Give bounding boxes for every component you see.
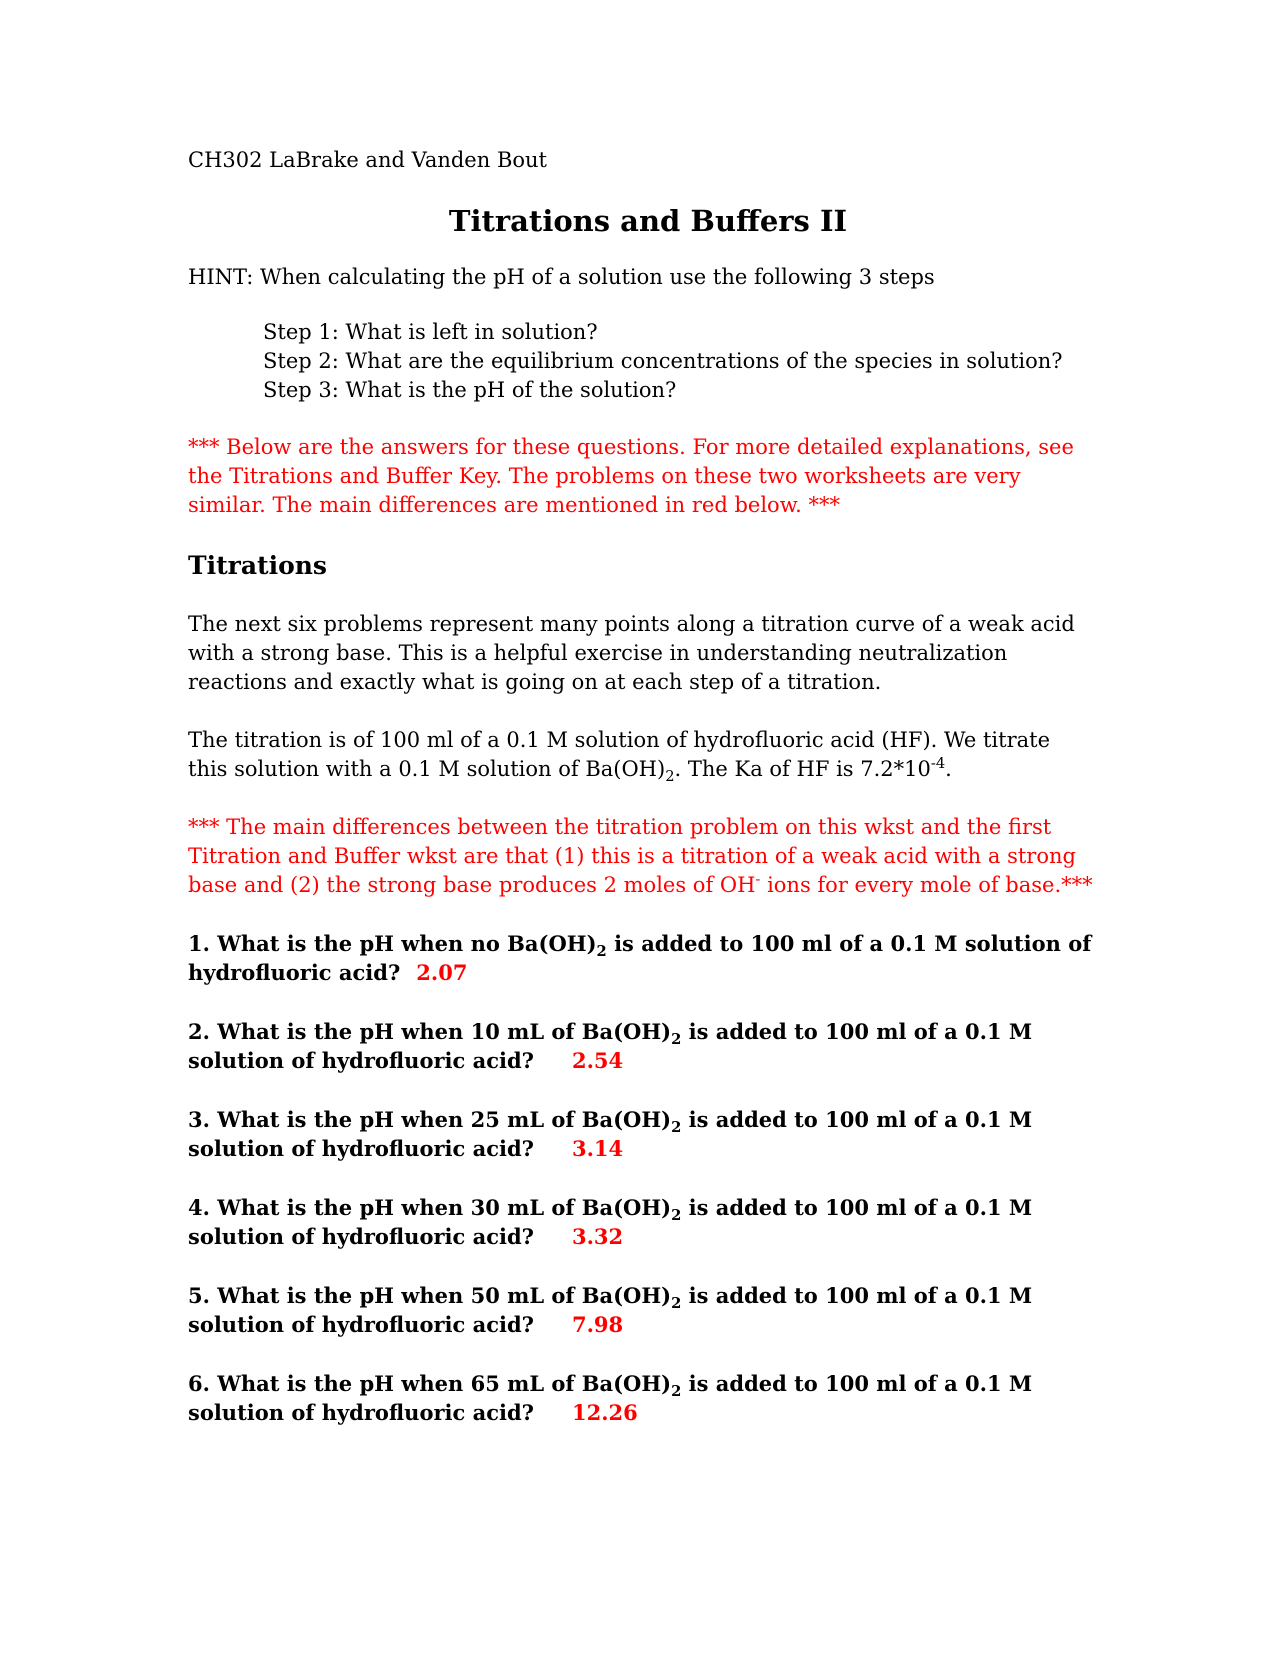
question-4-answer: 3.32 <box>571 1224 624 1249</box>
differences-note-superscript: - <box>755 871 761 888</box>
question-1-answer: 2.07 <box>416 960 468 985</box>
question-4-subscript: 2 <box>671 1207 682 1225</box>
question-1-text-c: hydrofluoric acid? <box>188 960 401 985</box>
intro-line-2: with a strong base. This is a helpful exercise in understanding neutralization <box>188 641 1008 665</box>
page-title: Titrations and Buffers II <box>448 204 848 238</box>
question-3-text-c: solution of hydrofluoric acid? <box>188 1136 534 1161</box>
question-2-line-1 <box>188 1017 1108 1049</box>
answers-note-line-2: the Titrations and Buffer Key. The problems on these two worksheets are very <box>188 464 1021 488</box>
question-5 <box>188 1281 1108 1339</box>
question-6-text-b: is added to 100 ml of a 0.1 M <box>681 1371 1033 1396</box>
question-4-line-2 <box>188 1222 1108 1251</box>
setup-paragraph <box>188 726 1108 784</box>
answers-note-line-1: *** Below are the answers for these questions. For more detailed explanations, see <box>188 435 1074 459</box>
question-2-answer: 2.54 <box>571 1048 624 1073</box>
question-6-line-1 <box>188 1369 1108 1401</box>
question-1-text-b: is added to 100 ml of a 0.1 M solution of <box>606 931 1092 956</box>
question-2 <box>188 1017 1108 1075</box>
setup-line-1: The titration is of 100 ml of a 0.1 M solution of hydrofluoric acid (HF). We titrate <box>188 728 1051 752</box>
question-3-line-2 <box>188 1134 1108 1163</box>
setup-line-2-a: this solution with a 0.1 M solution of Ba(OH) <box>188 757 666 781</box>
question-2-line-2 <box>188 1046 1108 1075</box>
question-3 <box>188 1105 1108 1163</box>
question-4-text-b: is added to 100 ml of a 0.1 M <box>681 1195 1033 1220</box>
question-4-line-1 <box>188 1193 1108 1225</box>
question-2-subscript: 2 <box>671 1031 682 1049</box>
question-6-subscript: 2 <box>671 1383 682 1401</box>
question-5-line-2 <box>188 1310 1108 1339</box>
question-5-text-b: is added to 100 ml of a 0.1 M <box>681 1283 1033 1308</box>
question-3-subscript: 2 <box>671 1119 682 1137</box>
answers-note-line-3: similar. The main differences are mentioned in red below. *** <box>188 493 841 517</box>
intro-line-3: reactions and exactly what is going on at each step of a titration. <box>188 670 882 694</box>
question-5-subscript: 2 <box>671 1295 682 1313</box>
setup-subscript: 2 <box>665 768 675 786</box>
question-3-line-1 <box>188 1105 1108 1137</box>
setup-line-2-c: . <box>945 757 952 781</box>
differences-note-line-3-a: base and (2) the strong base produces 2 moles of OH <box>188 873 756 897</box>
hint-step-3: Step 3: What is the pH of the solution? <box>263 378 677 402</box>
question-1-line-1 <box>188 929 1108 961</box>
setup-line-2-b: . The Ka of HF is 7.2*10 <box>674 757 931 781</box>
question-4-text-a: 4. What is the pH when 30 mL of Ba(OH) <box>188 1195 672 1220</box>
course-header: CH302 LaBrake and Vanden Bout <box>188 148 547 172</box>
intro-paragraph <box>188 610 1108 697</box>
question-2-text-a: 2. What is the pH when 10 mL of Ba(OH) <box>188 1019 672 1044</box>
question-5-line-1 <box>188 1281 1108 1313</box>
question-2-text-b: is added to 100 ml of a 0.1 M <box>681 1019 1033 1044</box>
question-6-text-c: solution of hydrofluoric acid? <box>188 1400 534 1425</box>
differences-note-line-3 <box>188 871 1108 900</box>
question-2-text-c: solution of hydrofluoric acid? <box>188 1048 534 1073</box>
question-1-text-a: 1. What is the pH when no Ba(OH) <box>188 931 597 956</box>
question-3-text-a: 3. What is the pH when 25 mL of Ba(OH) <box>188 1107 672 1132</box>
differences-note <box>188 813 1108 900</box>
question-4-text-c: solution of hydrofluoric acid? <box>188 1224 534 1249</box>
worksheet-page <box>188 145 1108 1427</box>
question-5-text-c: solution of hydrofluoric acid? <box>188 1312 534 1337</box>
differences-note-line-3-b: ions for every mole of base.*** <box>760 873 1093 897</box>
question-3-text-b: is added to 100 ml of a 0.1 M <box>681 1107 1033 1132</box>
setup-line-2 <box>188 755 1108 784</box>
intro-line-1: The next six problems represent many points along a titration curve of a weak acid <box>188 612 1075 636</box>
question-1 <box>188 929 1108 987</box>
question-6-answer: 12.26 <box>571 1400 638 1425</box>
hint-step-1: Step 1: What is left in solution? <box>263 320 598 344</box>
answers-note <box>188 433 1108 520</box>
question-6-line-2 <box>188 1398 1108 1427</box>
section-heading: Titrations <box>188 551 327 580</box>
question-3-answer: 3.14 <box>571 1136 624 1161</box>
question-5-answer: 7.98 <box>571 1312 624 1337</box>
question-6-text-a: 6. What is the pH when 65 mL of Ba(OH) <box>188 1371 672 1396</box>
question-6 <box>188 1369 1108 1427</box>
setup-superscript: -4 <box>930 755 946 772</box>
question-5-text-a: 5. What is the pH when 50 mL of Ba(OH) <box>188 1283 672 1308</box>
differences-note-line-2: Titration and Buffer wkst are that (1) this is a titration of a weak acid with a strong <box>188 844 1076 868</box>
question-1-line-2 <box>188 958 1108 987</box>
hint-step-2: Step 2: What are the equilibrium concentrations of the species in solution? <box>263 349 1063 373</box>
differences-note-line-1: *** The main differences between the titration problem on this wkst and the first <box>188 815 1052 839</box>
hint-steps <box>263 318 1108 405</box>
question-1-subscript: 2 <box>596 943 607 961</box>
hint-text: HINT: When calculating the pH of a solution use the following 3 steps <box>188 265 935 289</box>
question-4 <box>188 1193 1108 1251</box>
